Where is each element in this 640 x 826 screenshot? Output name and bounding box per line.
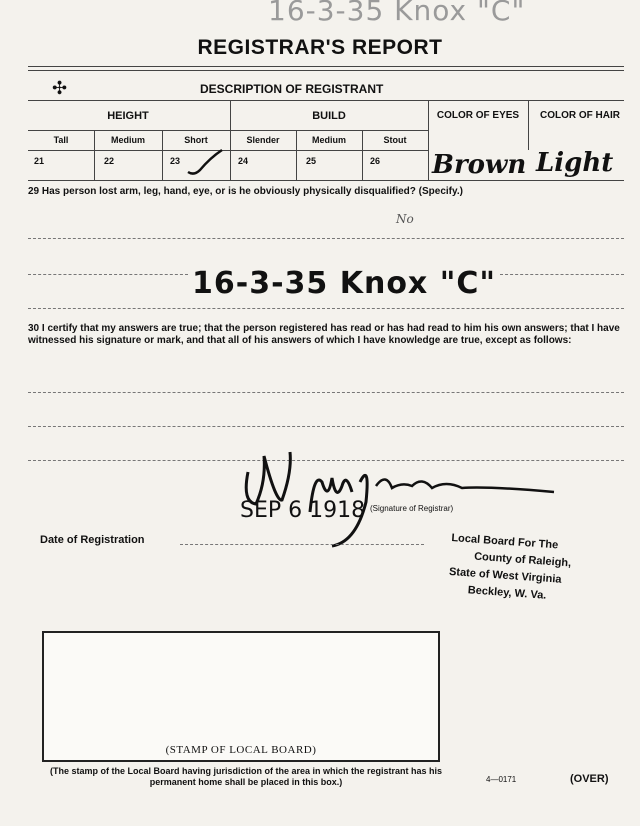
build-medium-label: Medium <box>311 135 346 145</box>
divider <box>28 66 624 67</box>
height-short-label: Short <box>184 135 208 145</box>
registrar-mark: ✣ <box>52 78 68 98</box>
question-29-text: 29 Has person lost arm, leg, hand, eye, or is he obviously physically disqualified? (Specify.) <box>28 186 463 197</box>
hair-color-header: COLOR OF HAIR <box>540 110 620 121</box>
build-header: BUILD <box>312 110 346 122</box>
board-stamp-line: State of West Virginia <box>448 565 562 586</box>
hair-color-value: Light <box>536 148 614 178</box>
table-row-divider <box>28 150 428 151</box>
divider <box>28 70 624 71</box>
table-row-divider <box>28 130 428 131</box>
serial-number-stamp: 16-3-35 Knox "C" <box>192 266 497 301</box>
eye-color-header: COLOR OF EYES <box>436 110 520 121</box>
height-medium-label: Medium <box>110 135 145 145</box>
question-30-text: 30 I certify that my answers are true; that the person registered has read or has had read to him his own answers; that I have witnessed his signature or mark, and that all of his answers of which I have knowledge are true, except as follows: <box>28 323 620 346</box>
page-title: REGISTRAR'S REPORT <box>197 36 443 59</box>
field-number: 26 <box>370 156 381 166</box>
local-board-stamp-box <box>42 631 440 762</box>
table-top-border <box>28 100 624 101</box>
form-number: 4—0171 <box>486 775 517 784</box>
short-checkmark-icon <box>186 146 226 178</box>
board-stamp-line: County of Raleigh, <box>473 550 572 570</box>
board-stamp-line: Local Board For The <box>451 531 559 552</box>
build-slender-label: Slender <box>246 135 280 145</box>
eye-color-value: Brown <box>432 150 527 180</box>
stamp-box-label: (STAMP OF LOCAL BOARD) <box>165 744 317 756</box>
question-29-answer: No <box>396 212 414 226</box>
local-board-stamp <box>447 530 573 606</box>
field-number: 25 <box>306 156 317 166</box>
date-of-registration-label: Date of Registration <box>40 534 145 546</box>
field-number: 21 <box>34 156 45 166</box>
signature-caption: (Signature of Registrar) <box>370 504 454 513</box>
over-label: (OVER) <box>570 773 609 785</box>
field-number: 22 <box>104 156 115 166</box>
field-number: 24 <box>238 156 249 166</box>
registration-date-stamp: SEP 6 1918 <box>240 498 366 523</box>
section-title: DESCRIPTION OF REGISTRANT <box>200 82 384 96</box>
field-number: 23 <box>170 156 181 166</box>
footer-note: (The stamp of the Local Board having jurisdiction of the area in which the registrant has his permanent home shall be placed in this box.) <box>49 766 443 787</box>
build-stout-label: Stout <box>383 135 407 145</box>
height-tall-label: Tall <box>53 135 69 145</box>
top-serial-stamp: 16-3-35 Knox "C" <box>268 0 526 27</box>
board-stamp-line: Beckley, W. Va. <box>467 584 547 602</box>
height-header: HEIGHT <box>107 110 149 122</box>
table-bottom-border <box>28 180 624 181</box>
